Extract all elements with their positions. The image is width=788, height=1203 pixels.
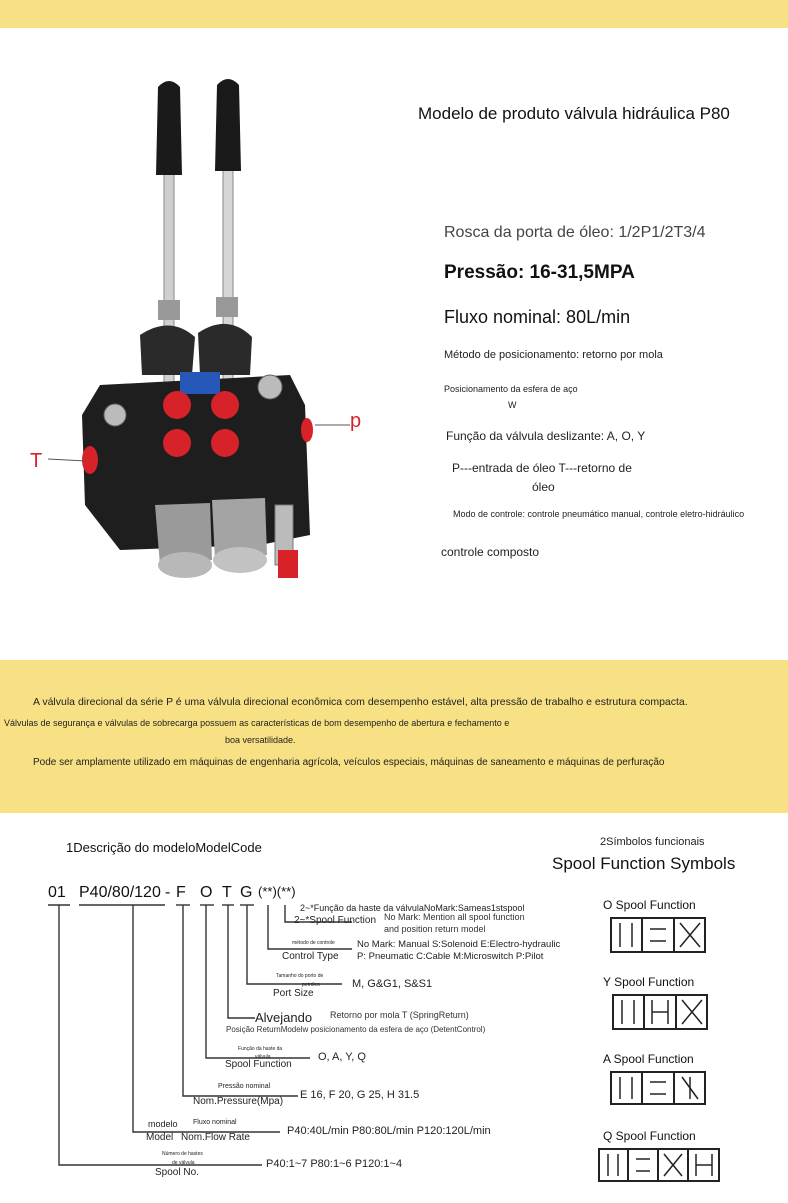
pos-desc: Posição ReturnModelw posicionamento da esfera de aço (DetentControl) — [226, 1025, 486, 1034]
flow-desc: P40:40L/min P80:80L/min P120:120L/min — [287, 1125, 491, 1137]
row2-desc2: and position return model — [384, 924, 486, 934]
code-model: P40/80/120 — [79, 884, 161, 901]
code-o: O — [200, 884, 213, 901]
spec-positioning: Método de posicionamento: retorno por mola — [444, 349, 663, 361]
top-banner — [0, 0, 788, 28]
row2-pt: 2~*Função da haste da válvulaNoMark:Sameas1stspool — [300, 903, 525, 913]
symbol-q-label: Q Spool Function — [603, 1129, 696, 1143]
lever-handle-icon — [156, 81, 182, 175]
num-label: Spool No. — [155, 1167, 199, 1178]
num-pt2: de válvula — [172, 1160, 195, 1166]
symbols-heading-en: Spool Function Symbols — [552, 854, 736, 873]
q-spool-symbol-icon — [598, 1148, 720, 1182]
code-t: T — [222, 884, 232, 901]
model-code-heading: 1Descrição do modeloModelCode — [66, 840, 262, 855]
a-spool-symbol-icon — [610, 1071, 706, 1105]
port-label-p: p — [350, 410, 362, 432]
description-line3: boa versatilidade. — [225, 735, 296, 745]
spec-slide-function: Função da válvula deslizante: A, O, Y — [446, 429, 646, 443]
spec-flow: Fluxo nominal: 80L/min — [444, 307, 631, 327]
spec-ball-positioning: Posicionamento da esfera de aço — [444, 384, 578, 394]
code-prefix: 01 — [48, 884, 66, 901]
spec-ball-code: W — [508, 400, 517, 410]
port-desc: M, G&G1, S&S1 — [352, 978, 433, 990]
port-pt1: Tamanho do porto de — [276, 973, 324, 979]
spool-label: Spool Function — [225, 1059, 292, 1070]
ctrl-desc1: No Mark: Manual S:Solenoid E:Electro-hydraulic — [357, 939, 561, 950]
symbol-o-label: O Spool Function — [603, 898, 696, 912]
flow-label2: Nom.Flow Rate — [181, 1132, 250, 1143]
spool-desc: O, A, Y, Q — [318, 1051, 366, 1063]
spec-composite: controle composto — [441, 545, 540, 559]
flow-pt2: Fluxo nominal — [193, 1119, 237, 1126]
num-pt1: Número de hastes — [162, 1151, 203, 1157]
port-label-t: T — [30, 450, 43, 472]
flow-pt1: modelo — [148, 1119, 178, 1129]
ctrl-pt: método de controle — [292, 940, 335, 946]
code-f: F — [176, 884, 186, 901]
press-label: Nom.Pressure(Mpa) — [193, 1096, 284, 1107]
description-line4: Pode ser amplamente utilizado em máquinas de engenharia agrícola, veículos especiais, máquinas de saneamento e máquinas de perfuração — [33, 757, 665, 768]
pos-spring: Retorno por mola T (SpringReturn) — [330, 1010, 469, 1020]
ctrl-desc2: P: Pneumatic C:Cable M:Microswitch P:Pilot — [357, 951, 544, 962]
symbol-y-label: Y Spool Function — [603, 975, 695, 989]
description-banner — [0, 660, 788, 813]
spec-pressure: Pressão: 16-31,5MPA — [444, 262, 635, 283]
spec-ports-line1: P---entrada de óleo T---retorno de — [452, 461, 632, 475]
port-pt2: petróleo — [302, 982, 321, 988]
row2-desc1: No Mark: Mention all spool function — [384, 912, 525, 922]
flow-label1: Model — [146, 1132, 174, 1143]
spool-pt2: válvula — [255, 1054, 271, 1060]
code-g: G — [240, 884, 253, 901]
code-dash: - — [165, 884, 171, 901]
product-title: Modelo de produto válvula hidráulica P80 — [418, 104, 730, 123]
description-line1: A válvula direcional da série P é uma válvula direcional econômica com desempenho estável, alta pressão de trabalho e estrutura compacta. — [33, 696, 688, 708]
row2-label: 2~*Spool Function — [294, 915, 377, 926]
port-label: Port Size — [273, 988, 314, 999]
y-spool-symbol-icon — [612, 994, 708, 1030]
spec-ports-line2: óleo — [532, 480, 555, 494]
spec-thread: Rosca da porta de óleo: 1/2P1/2T3/4 — [444, 224, 706, 241]
num-desc: P40:1~7 P80:1~6 P120:1~4 — [266, 1158, 403, 1170]
o-spool-symbol-icon — [610, 917, 706, 953]
ctrl-label: Control Type — [282, 951, 339, 962]
description-line2: Válvulas de segurança e válvulas de sobrecarga possuem as características de bom desempenho de abertura e fechamento e — [4, 718, 510, 728]
spec-control-mode: Modo de controle: controle pneumático manual, controle eletro-hidráulico — [453, 509, 745, 519]
symbols-heading-pt: 2Símbolos funcionais — [600, 836, 705, 848]
symbol-a-label: A Spool Function — [603, 1052, 694, 1066]
pos-pt: Alvejando — [255, 1010, 313, 1025]
valve-product-image — [20, 75, 400, 595]
code-stars: (**)(**) — [258, 884, 296, 899]
press-pt: Pressão nominal — [218, 1083, 271, 1090]
spool-pt1: Função da haste da — [238, 1046, 283, 1052]
press-desc: E 16, F 20, G 25, H 31.5 — [300, 1089, 420, 1101]
